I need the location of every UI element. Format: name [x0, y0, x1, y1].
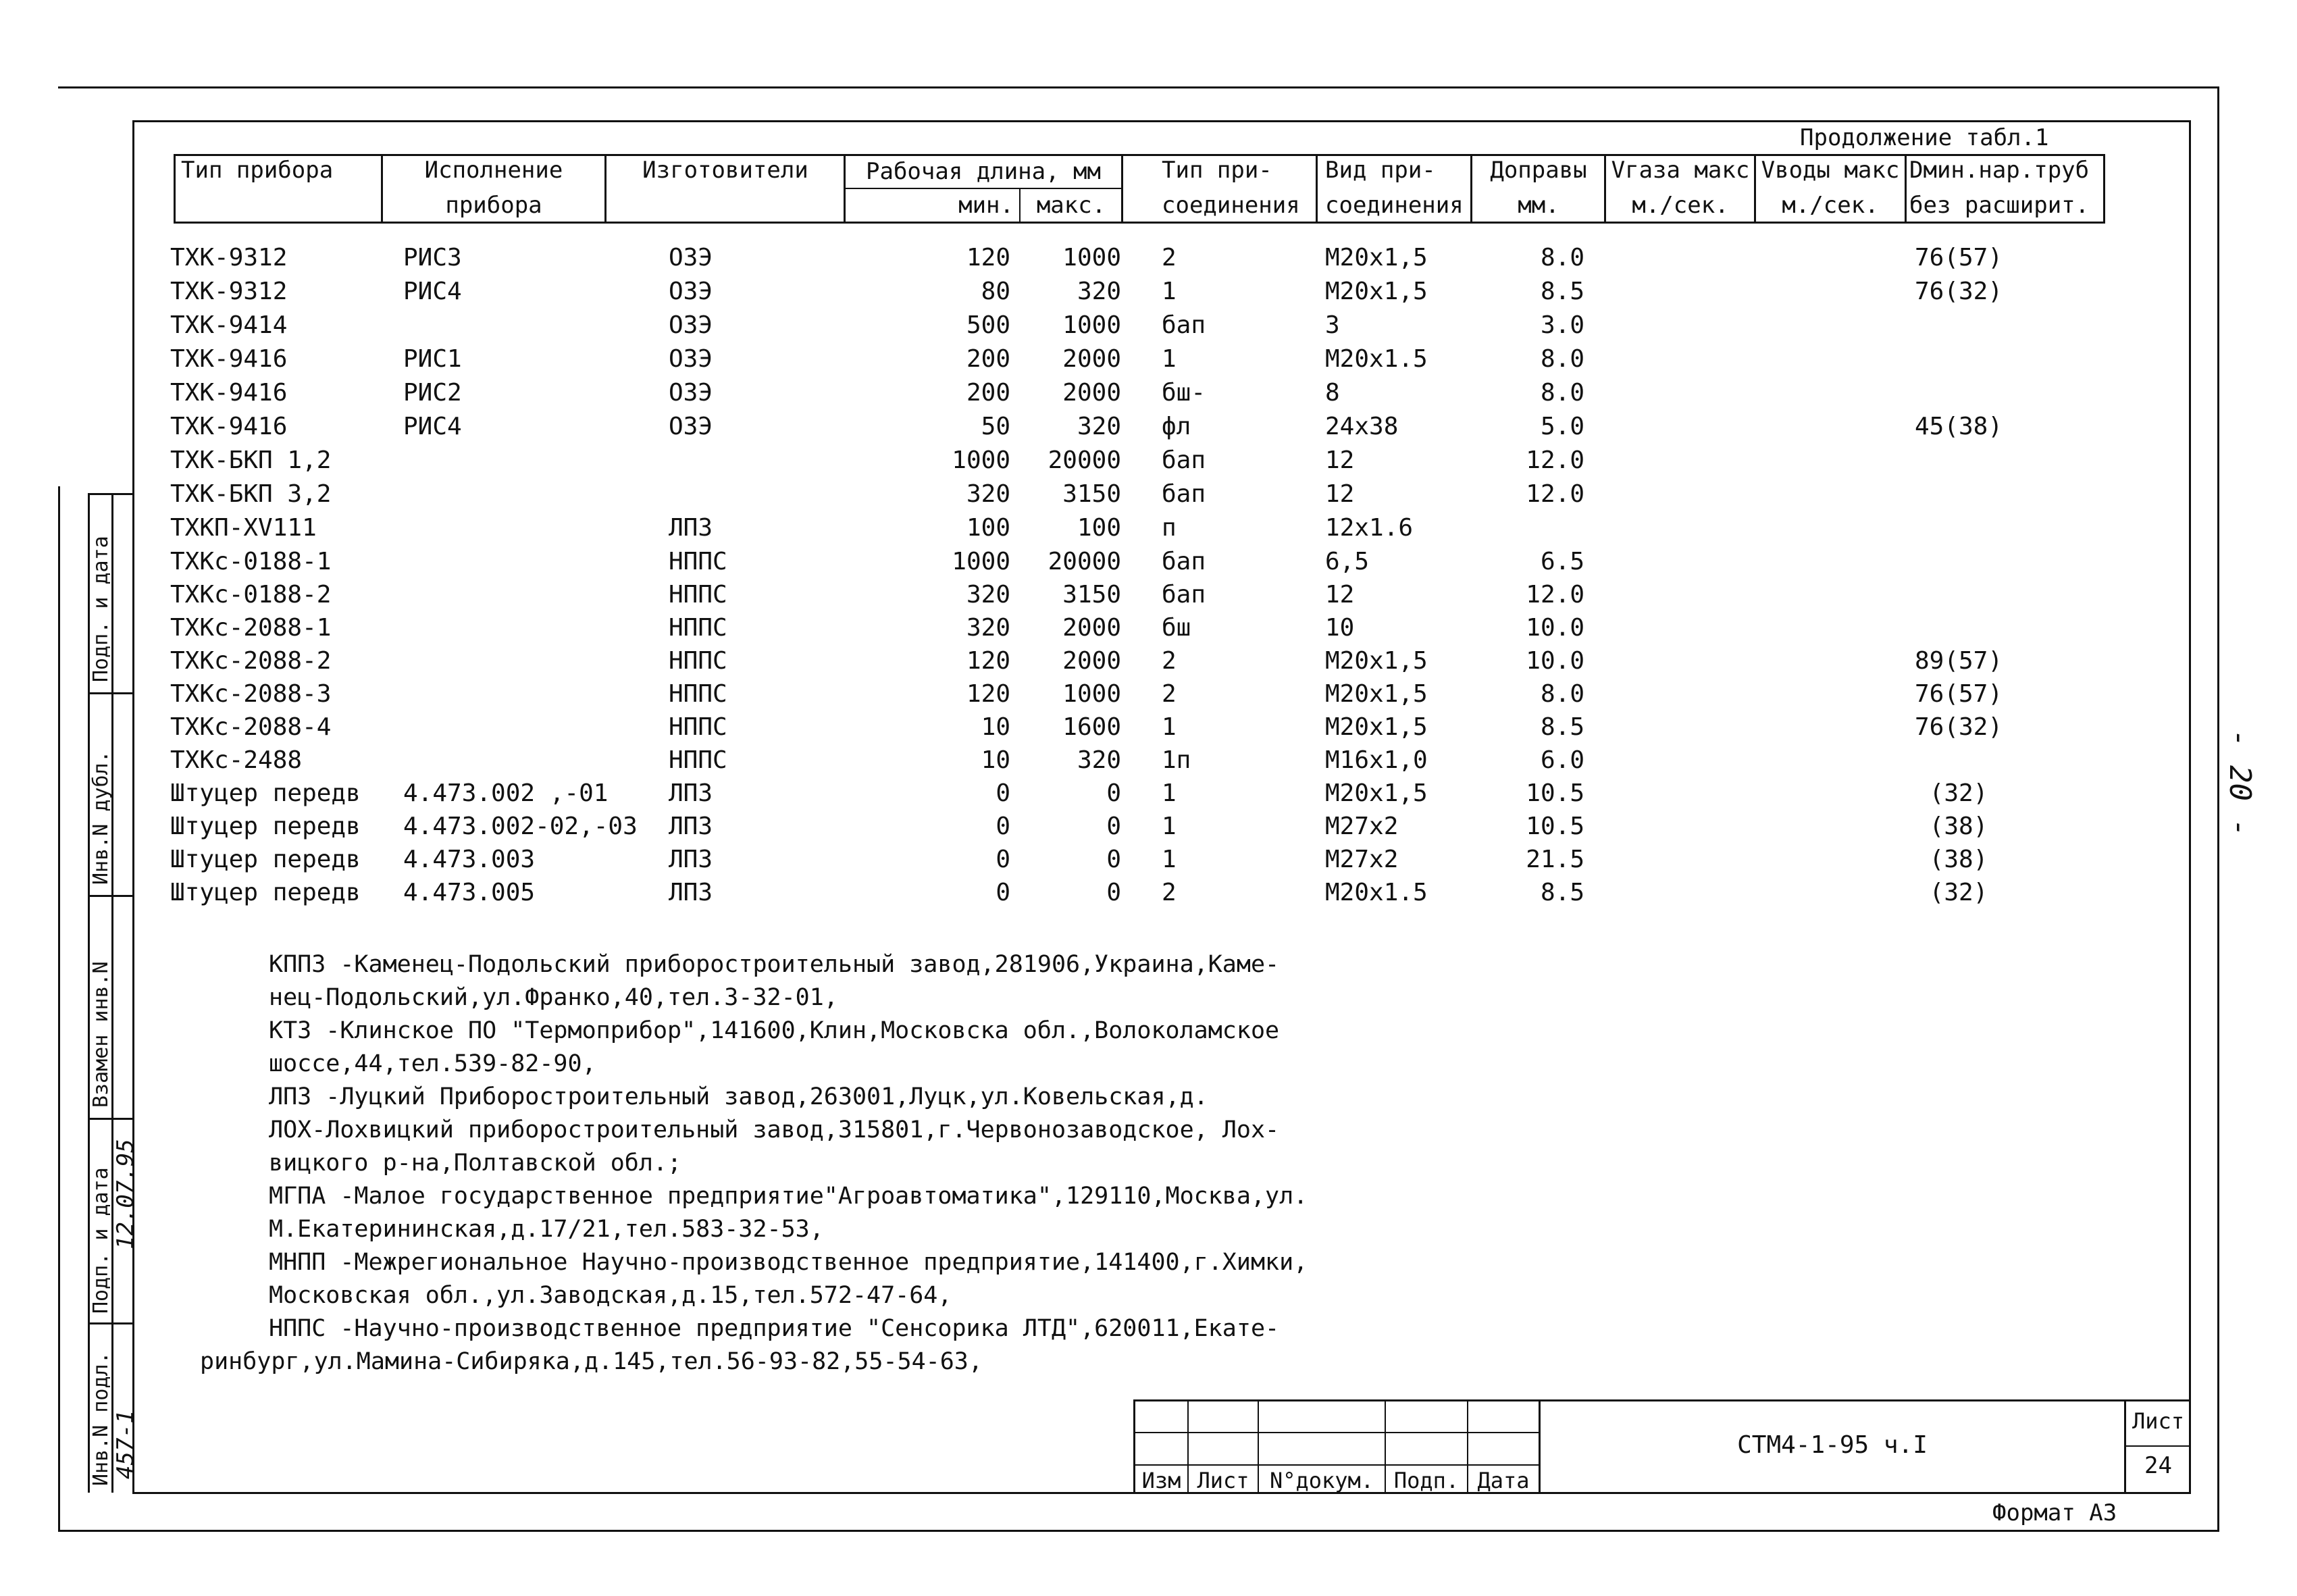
note-line: Московская обл.,ул.Заводская,д.15,тел.572-47-64, — [269, 1282, 952, 1309]
cell-conn-kind: 6,5 — [1325, 548, 1370, 575]
cell-type: Штуцер передв — [170, 879, 361, 906]
cell-version: РИС4 — [403, 278, 462, 305]
stamp-col: Подп. — [1393, 1468, 1460, 1493]
cell-min: 0 — [996, 879, 1010, 906]
cell-version: 4.473.002-02,-03 — [403, 813, 638, 840]
cell-maker: НППС — [669, 548, 727, 575]
page-number: - 20 - — [2223, 729, 2257, 837]
note-line: МГПА -Малое государственное предприятие"Агроавтоматика",129110,Москва,ул. — [269, 1183, 1308, 1210]
cell-min: 320 — [966, 581, 1010, 609]
cell-maker: НППС — [669, 713, 727, 741]
cell-type: ТХКс-2088-3 — [170, 680, 332, 708]
cell-conn-kind: 3 — [1325, 311, 1340, 339]
cell-conn-kind: 12 — [1325, 480, 1355, 508]
cell-type: Штуцер передв — [170, 779, 361, 807]
header-version-2: прибора — [445, 192, 542, 219]
cell-conn-type: бап — [1162, 311, 1206, 339]
cell-allow: 8.5 — [1540, 879, 1584, 906]
note-line: нец-Подольский,ул.Франко,40,тел.3-32-01, — [269, 984, 838, 1011]
cell-version: РИС1 — [403, 345, 462, 373]
side-label: Инв.N подл. — [89, 1352, 113, 1486]
cell-conn-type: бап — [1162, 581, 1206, 609]
cell-maker: НППС — [669, 581, 727, 609]
cell-maker: НППС — [669, 746, 727, 774]
cell-max: 320 — [1077, 413, 1121, 440]
cell-type: ТХК-9416 — [170, 379, 288, 407]
header-type: Тип прибора — [181, 157, 334, 184]
header-allow-2: мм. — [1518, 192, 1559, 219]
cell-dmin: 76(32) — [1914, 713, 2003, 741]
cell-max: 1000 — [1062, 311, 1121, 339]
cell-max: 0 — [1106, 813, 1121, 840]
note-line: ЛПЗ -Луцкий Приборостроительный завод,263001,Луцк,ул.Ковельская,д. — [269, 1083, 1208, 1110]
cell-max: 20000 — [1048, 446, 1121, 474]
side-label: Инв.N дубл. — [89, 750, 113, 885]
cell-conn-kind: М20х1,5 — [1325, 779, 1428, 807]
cell-min: 200 — [966, 379, 1010, 407]
cell-min: 1000 — [952, 446, 1010, 474]
cell-allow: 12.0 — [1526, 581, 1584, 609]
cell-conn-kind: М20х1,5 — [1325, 647, 1428, 675]
cell-maker: ЛПЗ — [669, 514, 713, 542]
cell-max: 0 — [1106, 846, 1121, 873]
cell-maker: ОЗЭ — [669, 278, 713, 305]
header-maker: Изготовители — [642, 157, 808, 184]
cell-conn-type: 1 — [1162, 779, 1177, 807]
header-dmin-1: Dмин.нар.труб — [1909, 157, 2090, 184]
cell-version: 4.473.002 ,-01 — [403, 779, 609, 807]
cell-maker: НППС — [669, 614, 727, 642]
side-label: Подп. и дата — [89, 1167, 113, 1314]
cell-version: РИС2 — [403, 379, 462, 407]
cell-type: ТХКс-2088-4 — [170, 713, 332, 741]
cell-allow: 5.0 — [1540, 413, 1584, 440]
cell-conn-kind: 12х1.6 — [1325, 514, 1414, 542]
cell-type: ТХК-9312 — [170, 278, 288, 305]
cell-min: 0 — [996, 846, 1010, 873]
cell-conn-type: 1 — [1162, 278, 1177, 305]
cell-type: ТХК-9312 — [170, 244, 288, 272]
cell-max: 3150 — [1062, 581, 1121, 609]
cell-allow: 6.5 — [1540, 548, 1584, 575]
cell-max: 1600 — [1062, 713, 1121, 741]
cell-max: 0 — [1106, 779, 1121, 807]
cell-max: 1000 — [1062, 244, 1121, 272]
cell-version: 4.473.005 — [403, 879, 536, 906]
note-line: НППС -Научно-производственное предприятие "Сенсорика ЛТД",620011,Екате- — [269, 1315, 1280, 1342]
cell-min: 50 — [981, 413, 1010, 440]
cell-max: 2000 — [1062, 614, 1121, 642]
cell-conn-kind: 12 — [1325, 446, 1355, 474]
outer-frame-top — [58, 86, 2219, 88]
note-line: шоссе,44,тел.539-82-90, — [269, 1050, 596, 1077]
cell-conn-kind: М20х1,5 — [1325, 713, 1428, 741]
cell-max: 2000 — [1062, 345, 1121, 373]
note-line: КТЗ -Клинское ПО "Термоприбор",141600,Клин,Московска обл.,Волоколамское — [269, 1017, 1280, 1044]
cell-min: 10 — [981, 746, 1010, 774]
cell-min: 200 — [966, 345, 1010, 373]
cell-version: РИС4 — [403, 413, 462, 440]
cell-allow: 10.0 — [1526, 647, 1584, 675]
cell-allow: 8.5 — [1540, 278, 1584, 305]
outer-frame-left — [58, 486, 60, 1532]
cell-conn-kind: М20х1.5 — [1325, 879, 1428, 906]
header-allow-1: Допрaвы — [1490, 157, 1587, 184]
cell-type: Штуцер передв — [170, 813, 361, 840]
inner-frame-top — [132, 120, 2191, 122]
cell-conn-type: 1 — [1162, 846, 1177, 873]
cell-min: 320 — [966, 480, 1010, 508]
cell-dmin: 89(57) — [1914, 647, 2003, 675]
header-vwater-2: м./сек. — [1782, 192, 1879, 219]
cell-conn-kind: М20х1,5 — [1325, 278, 1428, 305]
cell-allow: 8.0 — [1540, 345, 1584, 373]
cell-allow: 10.5 — [1526, 779, 1584, 807]
cell-conn-type: бш- — [1162, 379, 1206, 407]
side-label: Подп. и дата — [89, 536, 113, 682]
cell-max: 1000 — [1062, 680, 1121, 708]
cell-allow: 8.0 — [1540, 379, 1584, 407]
cell-conn-kind: 10 — [1325, 614, 1355, 642]
stamp-col: N°докум. — [1269, 1468, 1374, 1493]
cell-dmin: (32) — [1929, 779, 1988, 807]
header-vwater-1: Vводы макс — [1761, 157, 1900, 184]
continuation-caption: Продолжение табл.1 — [1800, 124, 2049, 151]
cell-dmin: 76(57) — [1914, 680, 2003, 708]
stamp-col: Лист — [1197, 1468, 1249, 1493]
cell-allow: 10.0 — [1526, 614, 1584, 642]
cell-allow: 3.0 — [1540, 311, 1584, 339]
header-conn-kind-1: Вид при- — [1325, 157, 1436, 184]
cell-conn-type: бап — [1162, 446, 1206, 474]
cell-min: 120 — [966, 680, 1010, 708]
cell-max: 20000 — [1048, 548, 1121, 575]
cell-dmin: 76(57) — [1914, 244, 2003, 272]
cell-maker: ОЗЭ — [669, 379, 713, 407]
cell-type: ТХКс-2088-1 — [170, 614, 332, 642]
cell-conn-type: 1 — [1162, 345, 1177, 373]
cell-max: 2000 — [1062, 647, 1121, 675]
cell-conn-type: 1п — [1162, 746, 1191, 774]
cell-maker: ОЗЭ — [669, 244, 713, 272]
cell-maker: ОЗЭ — [669, 413, 713, 440]
cell-allow: 8.5 — [1540, 713, 1584, 741]
outer-frame-bottom — [58, 1530, 2219, 1532]
sheet-number: 24 — [2144, 1452, 2172, 1479]
cell-conn-type: 1 — [1162, 813, 1177, 840]
cell-max: 0 — [1106, 879, 1121, 906]
outer-frame-right — [2217, 86, 2219, 1532]
cell-allow: 12.0 — [1526, 446, 1584, 474]
cell-conn-type: 2 — [1162, 680, 1177, 708]
cell-conn-type: бап — [1162, 548, 1206, 575]
cell-maker: НППС — [669, 680, 727, 708]
note-line: ринбург,ул.Мамина-Сибиряка,д.145,тел.56-93-82,55-54-63, — [200, 1348, 983, 1375]
cell-maker: ЛПЗ — [669, 813, 713, 840]
cell-conn-kind: М27х2 — [1325, 813, 1399, 840]
cell-max: 3150 — [1062, 480, 1121, 508]
header-length-min: мин. — [958, 192, 1014, 219]
cell-conn-kind: М20х1,5 — [1325, 244, 1428, 272]
cell-type: ТХК-БКП 3,2 — [170, 480, 332, 508]
stamp-col: Дата — [1477, 1468, 1530, 1493]
document-code: СТМ4-1-95 ч.I — [1737, 1431, 1928, 1459]
cell-conn-kind: М16х1,0 — [1325, 746, 1428, 774]
header-version-1: Исполнение — [424, 157, 563, 184]
cell-min: 320 — [966, 614, 1010, 642]
header-dmin-2: без расширит. — [1909, 192, 2090, 219]
cell-type: ТХКс-0188-1 — [170, 548, 332, 575]
cell-conn-type: 1 — [1162, 713, 1177, 741]
cell-conn-kind: М20х1,5 — [1325, 680, 1428, 708]
side-label: Взамен инв.N — [89, 961, 113, 1108]
header-conn-type-1: Тип при- — [1162, 157, 1272, 184]
sheet-label: Лист — [2132, 1408, 2185, 1434]
cell-max: 320 — [1077, 746, 1121, 774]
cell-conn-type: бап — [1162, 480, 1206, 508]
cell-maker: ЛПЗ — [669, 846, 713, 873]
cell-conn-kind: М27х2 — [1325, 846, 1399, 873]
cell-allow: 6.0 — [1540, 746, 1584, 774]
note-line: МНПП -Межрегиональное Научно-производственное предприятие,141400,г.Химки, — [269, 1249, 1308, 1276]
cell-type: ТХК-9416 — [170, 345, 288, 373]
cell-dmin: 45(38) — [1914, 413, 2003, 440]
cell-conn-type: 2 — [1162, 647, 1177, 675]
cell-min: 0 — [996, 779, 1010, 807]
cell-allow: 8.0 — [1540, 244, 1584, 272]
cell-version: 4.473.003 — [403, 846, 536, 873]
cell-allow: 21.5 — [1526, 846, 1584, 873]
cell-conn-kind: 12 — [1325, 581, 1355, 609]
cell-allow: 10.5 — [1526, 813, 1584, 840]
cell-type: ТХКс-0188-2 — [170, 581, 332, 609]
cell-conn-kind: 8 — [1325, 379, 1340, 407]
cell-conn-type: п — [1162, 514, 1177, 542]
cell-conn-kind: 24х38 — [1325, 413, 1399, 440]
cell-dmin: (32) — [1929, 879, 1988, 906]
header-length: Рабочая длина, мм — [866, 158, 1101, 185]
cell-conn-type: 2 — [1162, 879, 1177, 906]
cell-max: 320 — [1077, 278, 1121, 305]
note-line: вицкого р-на,Полтавской обл.; — [269, 1150, 682, 1177]
header-vgas-1: Vгаза макс — [1611, 157, 1750, 184]
note-line: КППЗ -Каменец-Подольский приборостроительный завод,281906,Украина,Каме- — [269, 951, 1280, 978]
cell-min: 120 — [966, 647, 1010, 675]
cell-maker: ЛПЗ — [669, 779, 713, 807]
header-conn-type-2: соединения — [1162, 192, 1300, 219]
header-vgas-2: м./сек. — [1632, 192, 1729, 219]
cell-type: Штуцер передв — [170, 846, 361, 873]
cell-min: 120 — [966, 244, 1010, 272]
cell-min: 100 — [966, 514, 1010, 542]
cell-dmin: 76(32) — [1914, 278, 2003, 305]
cell-version: РИС3 — [403, 244, 462, 272]
cell-type: ТХК-9414 — [170, 311, 288, 339]
cell-dmin: (38) — [1929, 813, 1988, 840]
cell-min: 500 — [966, 311, 1010, 339]
header-conn-kind-2: соединения — [1325, 192, 1464, 219]
cell-conn-type: 2 — [1162, 244, 1177, 272]
cell-conn-type: бш — [1162, 614, 1191, 642]
cell-min: 0 — [996, 813, 1010, 840]
side-handwritten-inv: 457-1 — [112, 1410, 139, 1479]
side-handwritten-date: 12.07.95 — [112, 1139, 139, 1250]
cell-max: 2000 — [1062, 379, 1121, 407]
note-line: ЛОХ-Лохвицкий приборостроительный завод,315801,г.Червонозаводское, Лох- — [269, 1116, 1280, 1143]
cell-type: ТХКс-2488 — [170, 746, 303, 774]
cell-min: 1000 — [952, 548, 1010, 575]
cell-allow: 8.0 — [1540, 680, 1584, 708]
note-line: М.Екатерининская,д.17/21,тел.583-32-53, — [269, 1216, 824, 1243]
cell-maker: ОЗЭ — [669, 311, 713, 339]
format-label: Формат А3 — [1992, 1499, 2117, 1526]
cell-type: ТХКс-2088-2 — [170, 647, 332, 675]
cell-type: ТХКП-XV111 — [170, 514, 317, 542]
cell-maker: НППС — [669, 647, 727, 675]
inner-frame-left — [132, 120, 134, 1494]
cell-maker: ОЗЭ — [669, 345, 713, 373]
stamp-col: Изм — [1141, 1468, 1181, 1493]
header-length-max: макс. — [1036, 192, 1106, 219]
cell-conn-type: фл — [1162, 413, 1191, 440]
cell-allow: 12.0 — [1526, 480, 1584, 508]
cell-type: ТХК-БКП 1,2 — [170, 446, 332, 474]
cell-type: ТХК-9416 — [170, 413, 288, 440]
cell-dmin: (38) — [1929, 846, 1988, 873]
cell-maker: ЛПЗ — [669, 879, 713, 906]
inner-frame-right — [2189, 120, 2191, 1494]
cell-max: 100 — [1077, 514, 1121, 542]
cell-min: 10 — [981, 713, 1010, 741]
cell-conn-kind: М20х1.5 — [1325, 345, 1428, 373]
cell-min: 80 — [981, 278, 1010, 305]
